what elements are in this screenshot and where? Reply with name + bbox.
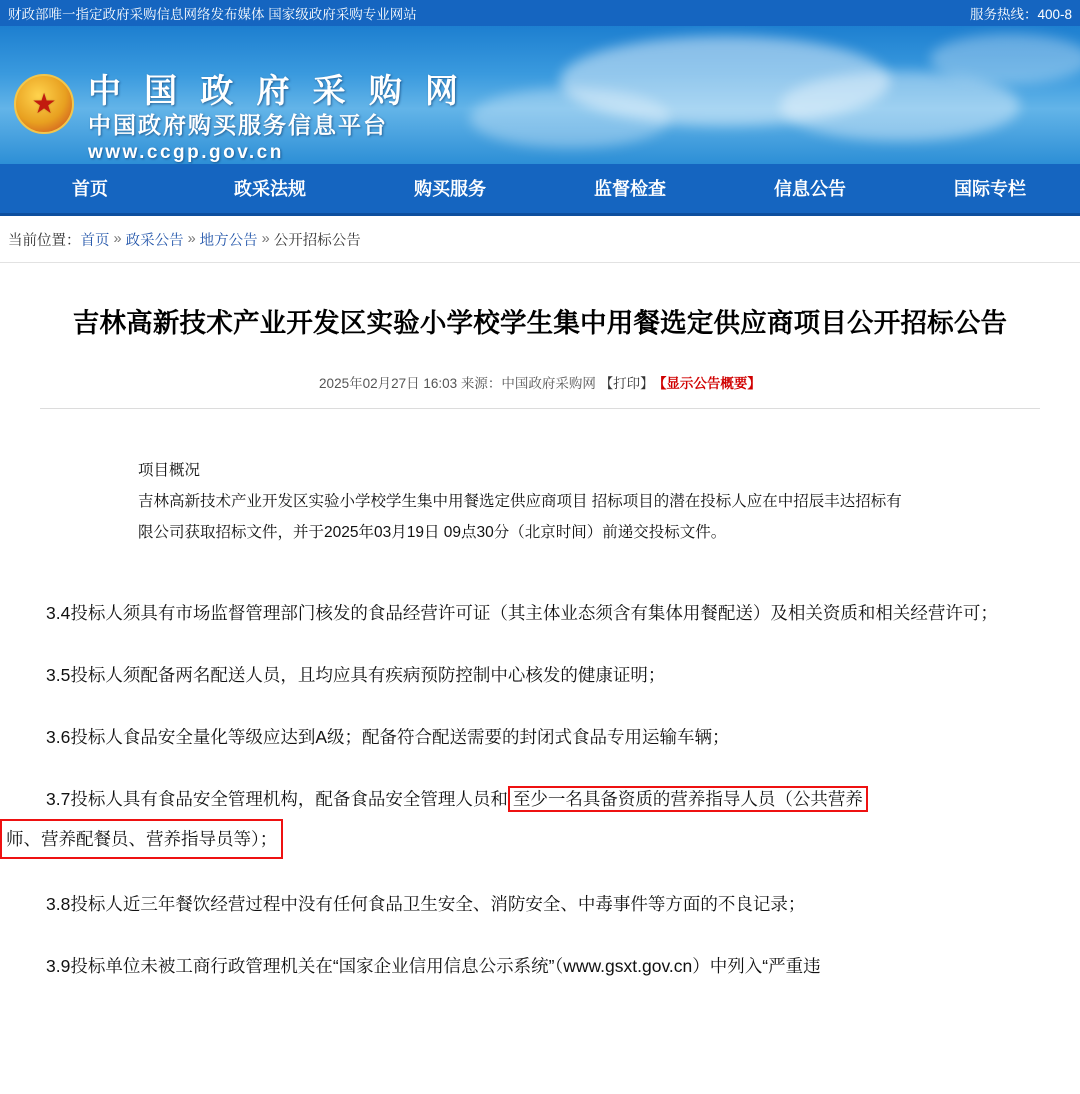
site-url: www.ccgp.gov.cn [88,142,284,164]
top-announcement-bar [0,0,1080,26]
overview-line-1: 吉林高新技术产业开发区实验小学校学生集中用餐选定供应商项目 招标项目的潜在投标人应在中招辰丰达招标有 [138,493,902,511]
highlight-annotation-line-2: 师、营养配餐员、营养指导员等）； [0,819,283,859]
clause-3-6: 3.6投标人食品安全量化等级应达到A级；配备符合配送需要的封闭式食品专用运输车辆； [46,727,730,748]
breadcrumb-label: 当前位置： [8,232,81,249]
clause-3-9: 3.9投标单位未被工商行政管理机关在“国家企业信用信息公示系统”（www.gsxt.gov.cn）中列入“严重违 [46,955,821,976]
breadcrumb [0,216,1080,262]
top-bar-slogan: 财政部唯一指定政府采购信息网络发布媒体 国家级政府采购专业网站 [8,7,417,22]
overview-line-2: 限公司获取招标文件，并于2025年03月19日 09点30分（北京时间）前递交投标文件。 [138,524,727,542]
clause-3-7-continued [8,819,1072,859]
clause-3-7-prefix: 3.7投标人具有食品安全管理机构，配备食品安全管理人员和 [46,789,508,810]
cloud-decoration [930,34,1080,84]
article-meta [0,372,1080,392]
breadcrumb-item-home[interactable]: 首页 [80,232,110,249]
site-banner [0,26,1080,164]
site-title-primary: 中 国 政 府 采 购 网 [88,72,466,109]
nav-item-purchase-services[interactable]: 购买服务 [414,178,486,199]
national-emblem-icon: ★ [14,74,74,134]
clause-3-8: 3.8投标人近三年餐饮经营过程中没有任何食品卫生安全、消防安全、中毒事件等方面的不良记录； [46,893,806,914]
site-logo[interactable] [88,74,465,164]
service-hotline: 服务热线：400-8 [969,7,1072,22]
source-label: 来源： [460,376,502,392]
main-navigation [0,164,1080,216]
show-summary-button[interactable]: 【显示公告概要】 [659,376,761,392]
article-body [0,596,1080,983]
nav-item-announcements[interactable]: 信息公告 [774,178,846,199]
nav-item-supervision[interactable]: 监督检查 [594,178,666,199]
site-title-secondary: 中国政府购买服务信息平台 [88,111,388,138]
nav-item-international[interactable]: 国际专栏 [954,178,1026,199]
page-title: 吉林高新技术产业开发区实验小学校学生集中用餐选定供应商项目公开招标公告 [72,308,1008,338]
title-divider [40,408,1040,409]
source-name: 中国政府采购网 [501,376,596,392]
breadcrumb-separator: » [113,231,122,247]
nav-item-home[interactable]: 首页 [72,178,108,199]
highlight-annotation-line-1: 至少一名具备资质的营养指导人员（公共营养 [508,786,868,812]
breadcrumb-separator: » [261,231,270,247]
nav-item-regulations[interactable]: 政采法规 [234,178,306,199]
overview-heading: 项目概况 [138,462,201,480]
breadcrumb-item-current: 公开招标公告 [273,232,361,249]
project-overview [0,455,1080,548]
clause-3-4: 3.4投标人须具有市场监督管理部门核发的食品经营许可证（其主体业态须含有集体用餐配送）及相关资质和相关经营许可； [46,603,998,624]
article-container [0,262,1080,1003]
breadcrumb-item-local[interactable]: 地方公告 [199,232,258,249]
cloud-decoration [470,88,670,148]
publish-datetime: 2025年02月27日 16:03 [319,376,458,392]
breadcrumb-item-announcements[interactable]: 政采公告 [125,232,184,249]
breadcrumb-separator: » [187,231,196,247]
clause-3-5: 3.5投标人须配备两名配送人员，且均应具有疾病预防控制中心核发的健康证明； [46,665,666,686]
clause-3-7 [8,782,1072,816]
print-button[interactable]: 【打印】 [599,376,654,392]
